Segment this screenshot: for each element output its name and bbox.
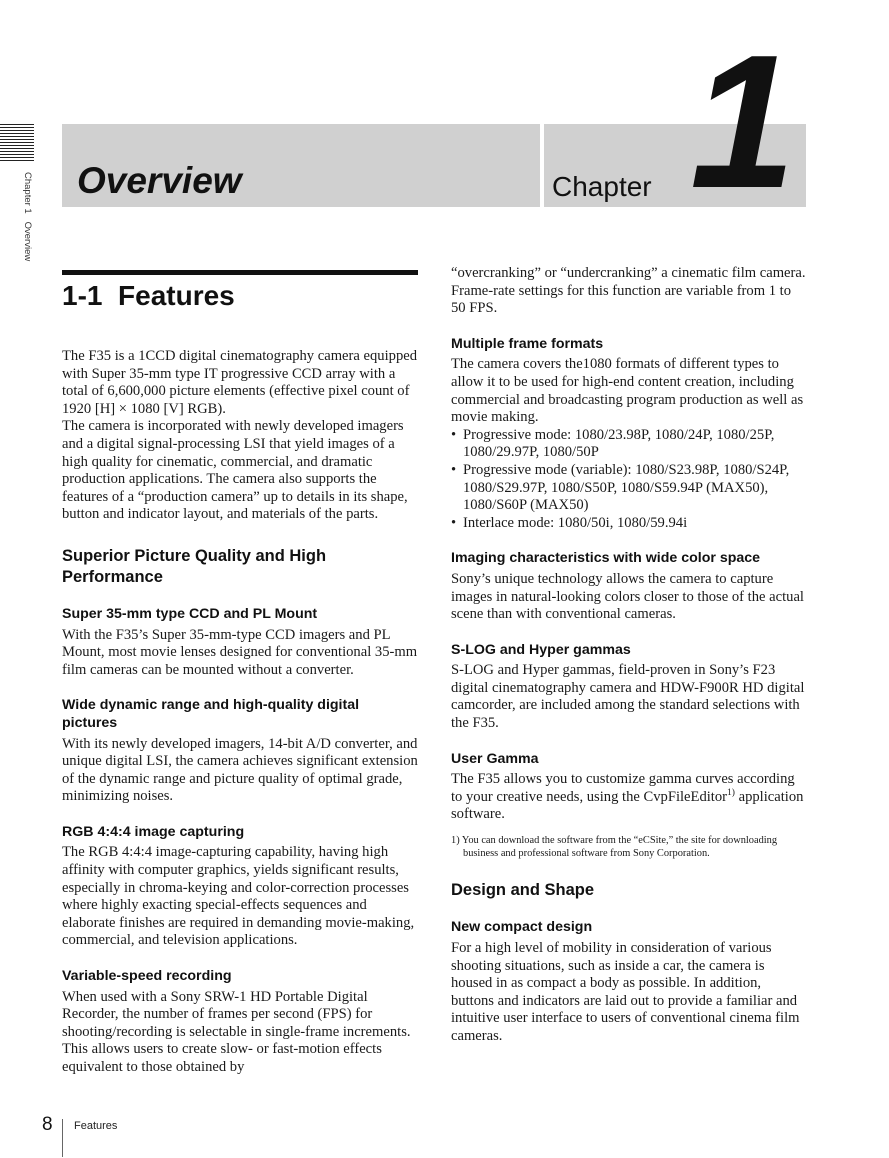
subheading-rgb-444: RGB 4:4:4 image capturing (62, 823, 245, 840)
heading-design-shape: Design and Shape (451, 881, 595, 900)
subheading-user-gamma: User Gamma (451, 750, 539, 767)
left-column (62, 348, 418, 1077)
footer-label: Features (74, 1120, 118, 1132)
footer-rule (62, 1119, 63, 1157)
page-number: 8 (42, 1114, 53, 1135)
subheading-dynamic-range: Wide dynamic range and high-quality digital pictures (62, 697, 360, 731)
section-rule (62, 270, 418, 275)
paragraph-variable-speed: When used with a Sony SRW-1 HD Portable Digital Recorder, the number of frames per second (FPS) for shooting/recording is selectable in single-frame increments. This allows users to create slow- or fast-motion effects equivalent to those obtained by (62, 988, 411, 1075)
heading-picture-quality: Superior Picture Quality and High Performance (62, 546, 327, 586)
footnote: 1) You can download the software from the “eCSite,” the site for downloading business and professional software from Sony Corporation. (451, 835, 778, 860)
list-item: • Interlace mode: 1080/50i, 1080/59.94i (451, 514, 688, 531)
chapter-title: Overview (77, 160, 242, 201)
paragraph-overcranking: “overcranking” or “undercranking” a cinematic film camera. (451, 265, 806, 281)
chapter-label: Chapter (552, 171, 652, 202)
paragraph-dynamic-range: With its newly developed imagers, 14-bit A/D converter, and unique digital LSI, the camera achieves significant extension of the dynamic range and picture quality of optimal grade, minimizing noises. (62, 735, 418, 805)
subheading-compact-design: New compact design (451, 919, 593, 936)
paragraph-frame-rate: Frame-rate settings for this function are variable from 1 to 50 FPS. (451, 282, 792, 317)
paragraph-frame-formats: The camera covers the1080 formats of different types to allow it to be used for high-end content creation, including commercial and broadcasting program production as well as movie making. (451, 356, 804, 426)
side-tab-text: Chapter 1 Overview (22, 172, 33, 262)
subheading-frame-formats: Multiple frame formats (451, 335, 604, 352)
footnote-ref: 1) (727, 787, 735, 798)
thumb-index-tab (0, 124, 34, 162)
chapter-number: 1 (690, 16, 796, 228)
frame-format-list (451, 427, 807, 533)
subheading-ccd-pl-mount: Super 35-mm type CCD and PL Mount (62, 605, 318, 622)
paragraph-color-space: Sony’s unique technology allows the camera to capture images in natural-looking colors closer to those of the actual scene than with conventional cameras. (451, 570, 804, 623)
paragraph-compact-design: For a high level of mobility in consideration of various shooting situations, such as inside a car, the camera is housed in as compact a body as possible. In addition, buttons and indicators are laid out to provide a familiar and intuitive user interface to users of conventional cinema film cameras. (451, 940, 800, 1044)
subheading-slog-hyper: S-LOG and Hyper gammas (451, 641, 631, 658)
intro-paragraph-2: The camera is incorporated with newly developed imagers and a digital signal-processing LSI that yield images of a high quality for cinematic, commercial, and dramatic production applications. The camera also supports the features of a “production camera” up to details in its shape, button and indicator layout, and materials of the parts. (62, 418, 408, 523)
list-item: • Progressive mode: 1080/23.98P, 1080/24P, 1080/25P, 1080/29.97P, 1080/50P (451, 426, 775, 461)
right-column (451, 265, 807, 1046)
section-title: 1-1 Features (62, 280, 235, 311)
paragraph-rgb-444: The RGB 4:4:4 image-capturing capability, having high affinity with computer graphics, yields significant results, especially in chroma-keying and color-correction processes where highly exacting special-effects sequences and elaborate finishes are required in demanding movie-making, commercial, and television applications. (62, 844, 415, 949)
intro-paragraph-1: The F35 is a 1CCD digital cinematography camera equipped with Super 35-mm type IT progressive CCD array with a total of 6,600,000 picture elements (effective pixel count of 1920 [H] × 1080 [V] RGB). (62, 348, 418, 417)
paragraph-slog-hyper: S-LOG and Hyper gammas, field-proven in Sony’s F23 digital cinematography camera and HDW-F900R HD digital camcorder, are included among the standard selections with the F35. (451, 662, 805, 732)
list-item: • Progressive mode (variable): 1080/S23.98P, 1080/S24P, 1080/S29.97P, 1080/S50P, 1080/S59.94P (MAX50), 1080/S60P (MAX50) (451, 461, 790, 514)
subheading-variable-speed: Variable-speed recording (62, 968, 232, 985)
paragraph-user-gamma: The F35 allows you to customize gamma curves according to your creative needs, using the CvpFileEditor$^{1)}$ application software. (451, 771, 804, 823)
subheading-color-space: Imaging characteristics with wide color space (451, 550, 761, 567)
paragraph-ccd-pl-mount: With the F35’s Super 35-mm-type CCD imagers and PL Mount, most movie lenses designed for conventional 35-mm film cameras can be mounted without a converter. (62, 626, 418, 678)
